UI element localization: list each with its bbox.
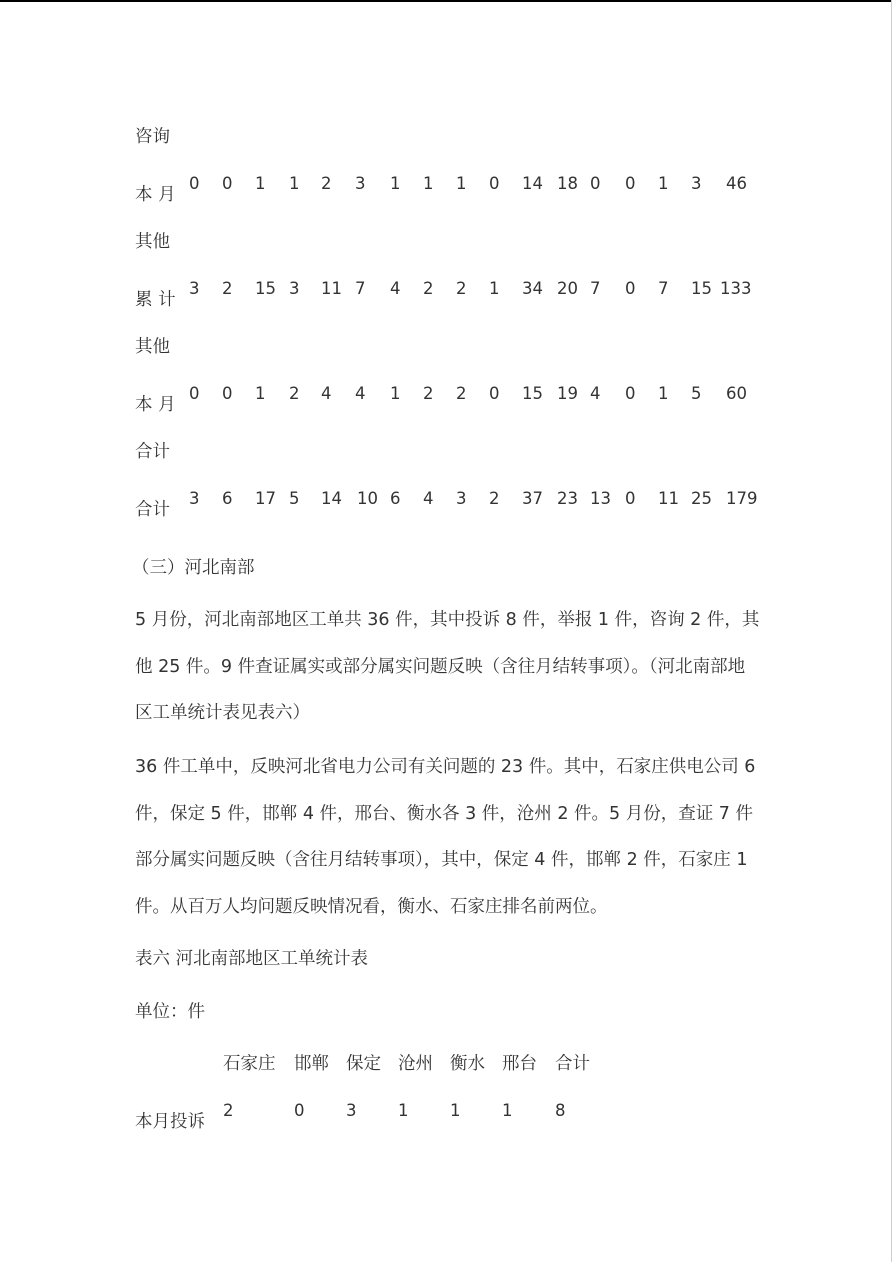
table-cell: 1	[255, 174, 266, 193]
table-cell: 4	[423, 489, 434, 508]
table-cell: 0	[489, 174, 500, 193]
table-cell: 0	[625, 279, 636, 298]
table-cell: 0	[625, 489, 636, 508]
row-label: 本 月	[135, 395, 176, 415]
table-cell: 2	[489, 489, 500, 508]
unit-label: 单位：件	[135, 1002, 205, 1022]
table-cell: 3	[189, 279, 200, 298]
table-cell: 2	[456, 384, 467, 403]
table-cell: 23	[557, 489, 578, 508]
table-cell: 4	[390, 279, 401, 298]
table-cell: 14	[321, 489, 342, 508]
table-cell: 1	[390, 384, 401, 403]
table-cell: 0	[189, 174, 200, 193]
table-cell: 8	[555, 1101, 566, 1120]
table-cell: 1	[398, 1101, 409, 1120]
table-cell: 2	[423, 279, 434, 298]
row-label: 咨询	[135, 127, 170, 147]
table-cell: 3	[346, 1101, 357, 1120]
paragraph: 5 月份，河北南部地区工单共 36 件，其中投诉 8 件，举报 1 件，咨询 2 件，其他 25 件。9 件查证属实或部分属实问题反映（含往月结转事项）。（河北南部地区工单统计表见表六）	[135, 610, 760, 723]
table-cell: 20	[557, 279, 578, 298]
table-cell: 5	[691, 384, 702, 403]
table-cell: 1	[423, 174, 434, 193]
table-cell: 3	[355, 174, 366, 193]
table-cell: 4	[355, 384, 366, 403]
column-header: 石家庄	[223, 1054, 276, 1074]
table-cell: 18	[557, 174, 578, 193]
table-cell: 2	[321, 174, 332, 193]
table-cell: 1	[456, 174, 467, 193]
table-cell: 2	[456, 279, 467, 298]
table-cell: 11	[658, 489, 679, 508]
section-heading: （三）河北南部	[132, 558, 255, 578]
column-header: 邢台	[502, 1054, 537, 1074]
table-cell: 1	[658, 174, 669, 193]
table-cell: 2	[423, 384, 434, 403]
table-cell: 4	[321, 384, 332, 403]
row-label: 合计	[135, 442, 170, 462]
table-cell: 1	[502, 1101, 513, 1120]
table-cell: 3	[456, 489, 467, 508]
row-label: 其他	[135, 337, 170, 357]
column-header: 保定	[346, 1054, 381, 1074]
table-cell: 15	[691, 279, 712, 298]
table-cell: 6	[390, 489, 401, 508]
table-cell: 15	[522, 384, 543, 403]
table-cell: 0	[222, 174, 233, 193]
table-cell: 5	[289, 489, 300, 508]
table-cell: 37	[522, 489, 543, 508]
table-cell: 19	[557, 384, 578, 403]
table-cell: 46	[726, 174, 747, 193]
table-cell: 1	[489, 279, 500, 298]
table-cell: 0	[222, 384, 233, 403]
table-cell: 1	[450, 1101, 461, 1120]
table-cell: 1	[255, 384, 266, 403]
column-header: 衡水	[450, 1054, 485, 1074]
table-cell: 7	[590, 279, 601, 298]
row-label: 其他	[135, 232, 170, 252]
table-cell: 7	[355, 279, 366, 298]
table-cell: 3	[189, 489, 200, 508]
table-cell: 17	[255, 489, 276, 508]
table-cell: 1	[289, 174, 300, 193]
row-label: 累 计	[135, 290, 176, 310]
table-cell: 34	[522, 279, 543, 298]
table-cell: 60	[726, 384, 747, 403]
table-cell: 1	[658, 384, 669, 403]
table-cell: 0	[189, 384, 200, 403]
table-cell: 0	[294, 1101, 305, 1120]
table-cell: 3	[289, 279, 300, 298]
column-header: 沧州	[398, 1054, 433, 1074]
row-label: 本 月	[135, 185, 176, 205]
table-cell: 4	[590, 384, 601, 403]
table-cell: 0	[625, 384, 636, 403]
table-cell: 0	[489, 384, 500, 403]
page-top-border	[0, 0, 892, 2]
table-cell: 179	[726, 489, 758, 508]
table-cell: 15	[255, 279, 276, 298]
table-cell: 25	[691, 489, 712, 508]
table-cell: 7	[658, 279, 669, 298]
table-cell: 2	[222, 279, 233, 298]
column-header: 邯郸	[294, 1054, 329, 1074]
column-header: 合计	[555, 1054, 590, 1074]
table-cell: 3	[691, 174, 702, 193]
table-title: 表六 河北南部地区工单统计表	[135, 949, 369, 969]
paragraph: 36 件工单中，反映河北省电力公司有关问题的 23 件。其中，石家庄供电公司 6 件，保定 5 件，邯郸 4 件，邢台、衡水各 3 件，沧州 2 件。5 月份，查证 7 件部分属实问题反映（含往月结转事项），其中，保定 4 件，邯郸 2 件，石家庄 1 件。从百万人均问题反映情况看，衡水、石家庄排名前两位。	[135, 757, 756, 917]
table-cell: 2	[223, 1101, 234, 1120]
row-label: 本月投诉	[135, 1112, 205, 1132]
table-cell: 0	[590, 174, 601, 193]
table-cell: 133	[720, 279, 752, 298]
table-cell: 14	[522, 174, 543, 193]
row-label: 合计	[135, 500, 170, 520]
table-cell: 13	[590, 489, 611, 508]
table-cell: 11	[321, 279, 342, 298]
table-cell: 10	[357, 489, 378, 508]
table-cell: 0	[625, 174, 636, 193]
table-cell: 2	[289, 384, 300, 403]
table-cell: 6	[222, 489, 233, 508]
table-cell: 1	[390, 174, 401, 193]
